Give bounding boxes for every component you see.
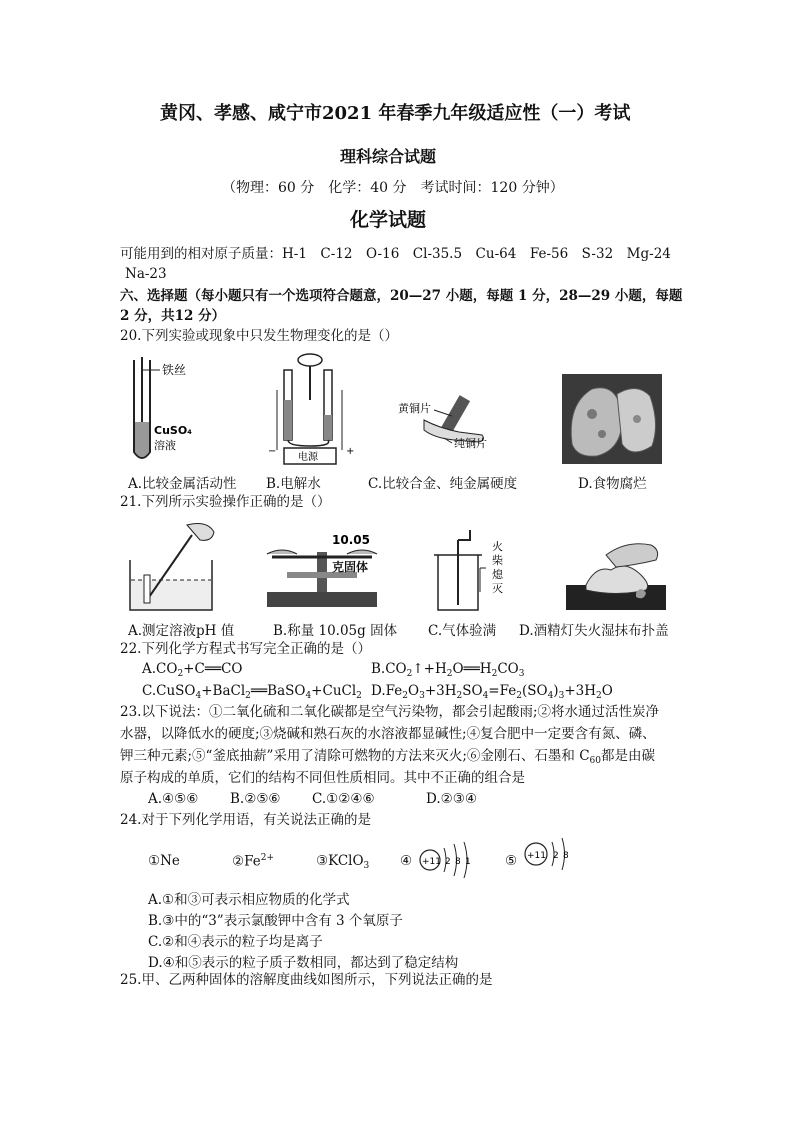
svg-text:+: + (346, 446, 355, 457)
q24-atom-structure-5 (522, 832, 582, 880)
atomic-mass-line-2: Na-23 (125, 266, 167, 282)
q23-line-3: 钾三种元素;⑤“釜底抽薪”采用了清除可燃物的方法来灭火;⑥金刚石、石墨和 $C_{60}$都是由碳 (120, 748, 655, 766)
q24-option-b: B.③中的“3”表示氯酸钾中含有 3 个氧原子 (148, 913, 403, 929)
q24-item-3: ③KClO$_3$ (316, 853, 370, 871)
q20-option-b: B.电解水 (266, 476, 321, 492)
part6-heading-1: 六、选择题（每小题只有一个选项符合题意，20—27 小题，每题 1 分，28—29 小题，每题 (120, 288, 683, 304)
q20-stem: 20.下列实验或现象中只发生物理变化的是（） (120, 328, 398, 344)
exam-title: 黄冈、孝感、咸宁市2021 年春季九年级适应性（一）考试 (160, 103, 631, 124)
q20-option-a: A.比较金属活动性 (128, 476, 237, 492)
q23-option-b: B.②⑤⑥ (230, 791, 281, 807)
section-title: 化学试题 (350, 209, 427, 231)
q23-line-1: 23.以下说法：①二氧化硫和二氧化碳都是空气污染物，都会引起酸雨;②将水通过活性炭净 (120, 704, 660, 720)
q21-fig-d-lamp-fire (566, 535, 666, 613)
q24-item-1: ①Ne (148, 853, 180, 869)
q24-stem: 24.对于下列化学用语，有关说法正确的是 (120, 812, 371, 828)
q20-iron-wire-label: 铁丝 (162, 363, 187, 377)
q20-pure-cu-label: 纯铜片 (454, 437, 487, 450)
svg-text:2: 2 (553, 851, 559, 861)
q20-fig-c-hardness (394, 390, 514, 460)
q22-option-d: $D.Fe_2O_3+3H_2SO_4=Fe_2(SO_4)_3+3H_2O$ (371, 683, 613, 701)
exam-meta: （物理：60 分 化学：40 分 考试时间：120 分钟） (222, 180, 564, 196)
svg-text:1: 1 (465, 857, 471, 867)
svg-text:+11: +11 (527, 851, 546, 861)
q20-power-label: 电源 (298, 452, 318, 463)
exam-subtitle: 理科综合试题 (340, 147, 437, 166)
svg-text:2: 2 (445, 857, 451, 867)
q20-fig-d-rotten-food (562, 374, 662, 464)
q21-match-label-3: 熄 (492, 568, 503, 581)
q21-option-b: B.称量 10.05g 固体 (273, 623, 398, 639)
q20-fig-a-test-tube (122, 352, 202, 467)
svg-text:8: 8 (455, 857, 461, 867)
q20-option-d: D.食物腐烂 (578, 476, 647, 492)
q24-option-d: D.④和⑤表示的粒子质子数相同，都达到了稳定结构 (148, 955, 459, 971)
q21-fig-a-ph-test (122, 520, 222, 615)
atomic-mass-line-1: 可能用到的相对原子质量：H-1 C-12 O-16 Cl-35.5 Cu-64 Fe-56 S-32 Mg-24 (120, 246, 671, 262)
q20-fig-b-electrolysis (262, 350, 362, 468)
q23-line-2: 水器，以降低水的硬度;③烧碱和熟石灰的水溶液都显碱性;④复合肥中一定要含有氮、磷、 (120, 726, 656, 742)
q21-option-d: D.酒精灯失火湿抹布扑盖 (519, 623, 669, 639)
q24-item-5: ⑤ (505, 853, 518, 869)
q21-solid-label: 克固体 (332, 560, 369, 574)
q21-match-label-2: 柴 (492, 554, 503, 567)
q22-stem: 22.下列化学方程式书写完全正确的是（） (120, 641, 371, 657)
q22-option-a: $A.CO_2+C══CO$ (142, 661, 243, 679)
q21-match-label-4: 灭 (492, 582, 503, 595)
q24-item-2: $②Fe^{2+}$ (232, 853, 275, 870)
q23-option-a: A.④⑤⑥ (148, 791, 199, 807)
q21-mass-label: 10.05 (332, 533, 370, 547)
q20-solution-label: 溶液 (154, 439, 176, 452)
q20-cuso4-label: CuSO₄ (154, 424, 192, 437)
q21-option-c: C.气体验满 (428, 623, 497, 639)
q21-stem: 21.下列所示实验操作正确的是（） (120, 494, 331, 510)
svg-text:−: − (268, 446, 277, 457)
q22-option-c: C.CuSO$_4$+BaCl$_2$══BaSO$_4$+CuCl$_2$ (142, 683, 362, 701)
q20-brass-label: 黄铜片 (398, 402, 431, 415)
q25-stem: 25.甲、乙两种固体的溶解度曲线如图所示，下列说法正确的是 (120, 972, 493, 988)
part6-heading-2: 2 分，共12 分） (120, 308, 226, 324)
q21-option-a: A.测定溶液pH 值 (128, 623, 235, 639)
q21-fig-c-gas-check (430, 530, 520, 618)
svg-text:+11: +11 (422, 857, 441, 867)
q24-option-a: A.①和③可表示相应物质的化学式 (148, 892, 350, 908)
q24-item-4: ④ (400, 853, 413, 869)
q20-option-c: C.比较合金、纯金属硬度 (368, 476, 518, 492)
q22-option-b: $B.CO_2↑+H_2O══H_2CO_3$ (371, 661, 525, 679)
q24-option-c: C.②和④表示的粒子均是离子 (148, 934, 323, 950)
q24-atom-structure-4 (418, 836, 478, 884)
q23-option-c: C.①②④⑥ (312, 791, 375, 807)
q23-line-4: 原子构成的单质，它们的结构不同但性质相同。其中不正确的组合是 (120, 770, 525, 786)
q21-match-label-1: 火 (492, 540, 503, 553)
q23-option-d: D.②③④ (426, 791, 477, 807)
svg-text:8: 8 (563, 851, 569, 861)
